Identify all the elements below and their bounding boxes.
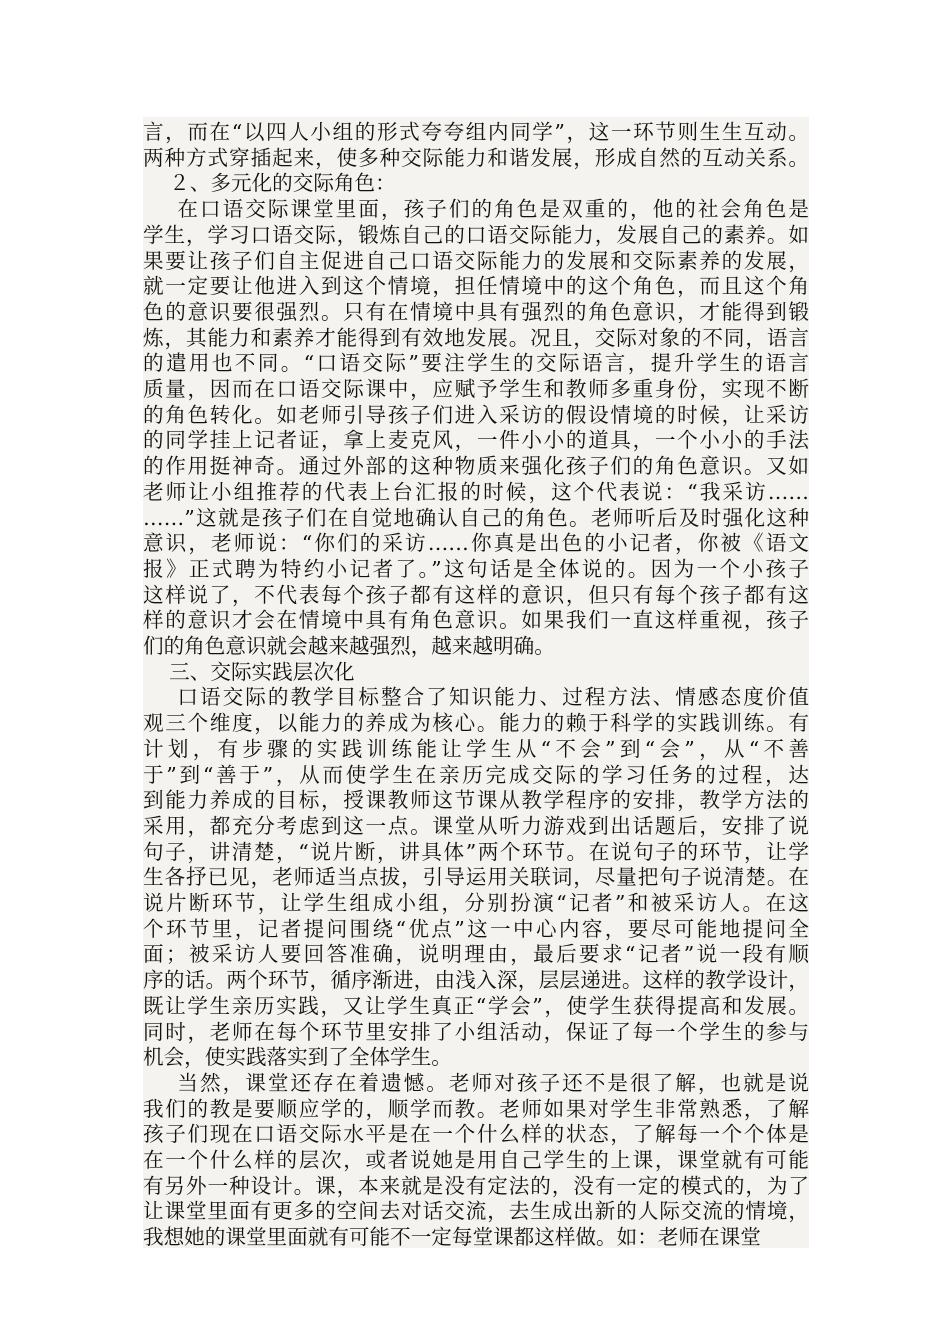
- text-line: 让课堂里面有更多的空间去对话交流，去生成出新的人际交流的情境，: [143, 1199, 809, 1224]
- text-line: 序的话。两个环节，循序渐进，由浅入深，层层递进。这样的教学设计，: [143, 968, 809, 993]
- text-line: 既让学生亲历实践，又让学生真正“学会”，使学生获得提高和发展。: [143, 993, 809, 1018]
- text-line: 我们的教是要顺应学的，顺学而教。老师如果对学生非常熟悉，了解: [143, 1096, 809, 1121]
- text-line: 这样说了，不代表每个孩子都有这样的意识，但只有每个孩子都有这: [143, 582, 809, 607]
- text-line: 的角色转化。如老师引导孩子们进入采访的假设情境的时候，让采访: [143, 402, 809, 427]
- text-line: 果要让孩子们自主促进自己口语交际能力的发展和交际素养的发展，: [143, 248, 809, 273]
- text-line: 生各抒已见，老师适当点拔，引导运用关联词，尽量把句子说清楚。在: [143, 865, 809, 890]
- text-line: 报》正式聘为特约小记者了。”这句话是全体说的。因为一个小孩子: [143, 556, 809, 581]
- text-line: 学生，学习口语交际，锻炼自己的口语交际能力，发展自己的素养。如: [143, 222, 809, 247]
- text-line: 老师让小组推荐的代表上台汇报的时候，这个代表说：“我采访……: [143, 479, 809, 504]
- text-line: 质量，因而在口语交际课中，应赋予学生和教师多重身份，实现不断: [143, 377, 809, 401]
- text-line: 当然，课堂还存在着遗憾。老师对孩子还不是很了解，也就是说: [143, 1070, 809, 1095]
- text-line: 言，而在“以四人小组的形式夸夸组内同学”，这一环节则生生互动。: [143, 120, 809, 144]
- text-line: 两种方式穿插起来，使多种交际能力和谐发展，形成自然的互动关系。: [143, 145, 809, 170]
- text-line: 观三个维度，以能力的养成为核心。能力的赖于科学的实践训练。有: [143, 711, 809, 736]
- section-heading-2: ２、多元化的交际角色：: [143, 171, 396, 196]
- text-line: 说片断环节，让学生组成小组，分别扮演“记者”和被采访人。在这: [143, 891, 809, 915]
- text-line: 句子，讲清楚，“说片断，讲具体”两个环节。在说句子的环节，让学: [143, 839, 809, 864]
- text-line: 个环节里，记者提问围绕“优点”这一中心内容，要尽可能地提问全: [143, 916, 809, 941]
- text-line: 在一个什么样的层次，或者说她是用自己学生的上课，课堂就有可能: [143, 1148, 809, 1172]
- text-line: 有另外一种设计。课，本来就是没有定法的，没有一定的模式的，为了: [143, 1173, 809, 1198]
- text-line: 面；被采访人要回答准确，说明理由，最后要求“记者”说一段有顺: [143, 942, 809, 967]
- text-line: 采用，都充分考虑到这一点。课堂从听力游戏到出话题后，安排了说: [143, 813, 809, 838]
- text-line: 我想她的课堂里面就有可能不一定每堂课都这样做。如：老师在课堂: [143, 1225, 761, 1250]
- text-line: 样的意识才会在情境中具有角色意识。如果我们一直这样重视，孩子: [143, 608, 809, 633]
- text-line: 色的意识要很强烈。只有在情境中具有强烈的角色意识，才能得到锻: [143, 299, 809, 324]
- text-line: 的作用挺神奇。通过外部的这种物质来强化孩子们的角色意识。又如: [143, 454, 809, 479]
- text-line: 意识，老师说：“你们的采访……你真是出色的小记者，你被《语文: [143, 531, 809, 556]
- text-line: 孩子们现在口语交际水平是在一个什么样的状态，了解每一个个体是: [143, 1122, 809, 1147]
- text-line: 就一定要让他进入到这个情境，担任情境中的这个角色，而且这个角: [143, 274, 809, 299]
- text-line: 口语交际的教学目标整合了知识能力、过程方法、情感态度价值: [143, 685, 809, 710]
- text-line: 在口语交际课堂里面，孩子们的角色是双重的，他的社会角色是: [143, 197, 809, 222]
- text-line: 到能力养成的目标，授课教师这节课从教学程序的安排，教学方法的: [143, 788, 809, 813]
- text-line: 们的角色意识就会越来越强烈，越来越明确。: [143, 634, 555, 658]
- section-heading-3: 三、交际实践层次化: [143, 659, 355, 684]
- text-line: 的遣用也不同。“口语交际”要注学生的交际语言，提升学生的语言: [143, 351, 809, 376]
- text-line: ……”这就是孩子们在自觉地确认自己的角色。老师听后及时强化这种: [143, 505, 809, 530]
- text-line: 炼，其能力和素养才能得到有效地发展。况且，交际对象的不同，语言: [143, 325, 809, 350]
- text-line: 于”到“善于”，从而使学生在亲历完成交际的学习任务的过程，达: [143, 762, 809, 787]
- text-line: 的同学挂上记者证，拿上麦克风，一件小小的道具，一个小小的手法: [143, 428, 809, 453]
- text-line: 同时，老师在每个环节里安排了小组活动，保证了每一个学生的参与: [143, 1019, 809, 1044]
- text-line: 计划，有步骤的实践训练能让学生从“不会”到“会”，从“不善: [143, 736, 809, 761]
- text-line: 机会，使实践落实到了全体学生。: [143, 1045, 452, 1070]
